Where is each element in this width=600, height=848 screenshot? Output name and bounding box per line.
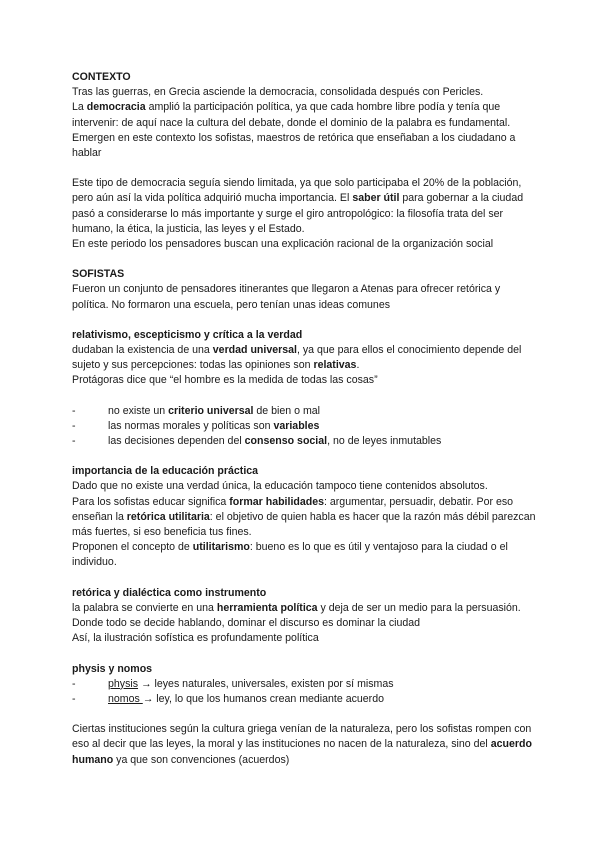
paragraph: En este periodo los pensadores buscan una explicación racional de la organización social: [72, 238, 494, 251]
paragraph: Fueron un conjunto de pensadores itinerantes que llegaron a Atenas para ofrecer retórica y política. No formaron una escuela, pero tenían unas ideas comunes: [72, 283, 501, 311]
paragraph: Este tipo de democracia seguía siendo limitada, ya que solo participaba el 20% de la población, pero aún así la vida política adquirió mucha importancia. El saber útil para gobernar a la ciudad pasó a considerarse lo más importante y surge el giro antropológico: la filosofía trata del ser humano, la ética, la justicia, las leyes y el Estado.: [72, 177, 524, 235]
list-item: - nomos → ley, lo que los humanos crean mediante acuerdo: [72, 692, 384, 705]
heading-sofistas: SOFISTAS: [72, 268, 125, 281]
paragraph: la palabra se convierte en una herramienta política y deja de ser un medio para la persuasión. Donde todo se decide hablando, dominar el discurso es dominar la ciudad: [72, 601, 521, 630]
heading-contexto: CONTEXTO: [72, 71, 131, 83]
paragraph: Tras las guerras, en Grecia asciende la democracia, consolidada después con Pericles.: [72, 86, 484, 99]
paragraph: Ciertas instituciones según la cultura griega venían de la naturaleza, pero los sofistas rompen con eso al decir que las leyes, la moral y las instituciones no nacen de la naturaleza, sino del acuerdo humano ya que son convenciones (acuerdos): [72, 723, 532, 766]
paragraph: Proponen el concepto de utilitarismo: bueno es lo que es útil y ventajoso para la ciudad o el individuo.: [72, 541, 508, 569]
list-item: - physis → leyes naturales, universales, existen por sí mismas: [72, 677, 394, 690]
document-page: [72, 70, 538, 768]
heading-retorica: retórica y dialéctica como instrumento: [72, 586, 267, 599]
paragraph: Protágoras dice que “el hombre es la medida de todas las cosas”: [72, 374, 378, 387]
paragraph: dudaban la existencia de una verdad universal, ya que para ellos el conocimiento depende del sujeto y sus percepciones: todas las opiniones son relativas.: [72, 344, 522, 372]
paragraph: Así, la ilustración sofística es profundamente política: [72, 632, 319, 645]
list-item: - no existe un criterio universal de bien o mal: [72, 404, 321, 417]
paragraph: Dado que no existe una verdad única, la educación tampoco tiene contenidos absolutos.: [72, 480, 488, 493]
list-item: - las decisiones dependen del consenso social, no de leyes inmutables: [72, 435, 442, 448]
heading-relativismo: relativismo, escepticismo y crítica a la verdad: [72, 328, 303, 341]
list-item: - las normas morales y políticas son variables: [72, 419, 320, 432]
heading-educacion: importancia de la educación práctica: [72, 465, 259, 478]
paragraph: La democracia amplió la participación política, ya que cada hombre libre podía y tenía que intervenir: de aquí nace la cultura del debate, donde el dominio de la palabra es fundamental. Emergen en este contexto los sofistas, maestros de retórica que enseñaban a los ciudadano a hablar: [72, 101, 516, 160]
heading-physis: physis y nomos: [72, 662, 153, 675]
paragraph: Para los sofistas educar significa formar habilidades: argumentar, persuadir, debatir. Por eso enseñan la retórica utilitaria: el objetivo de quien habla es hacer que la razón más débil parezcan más fuertes, si eso beneficia tus fines.: [72, 495, 536, 539]
